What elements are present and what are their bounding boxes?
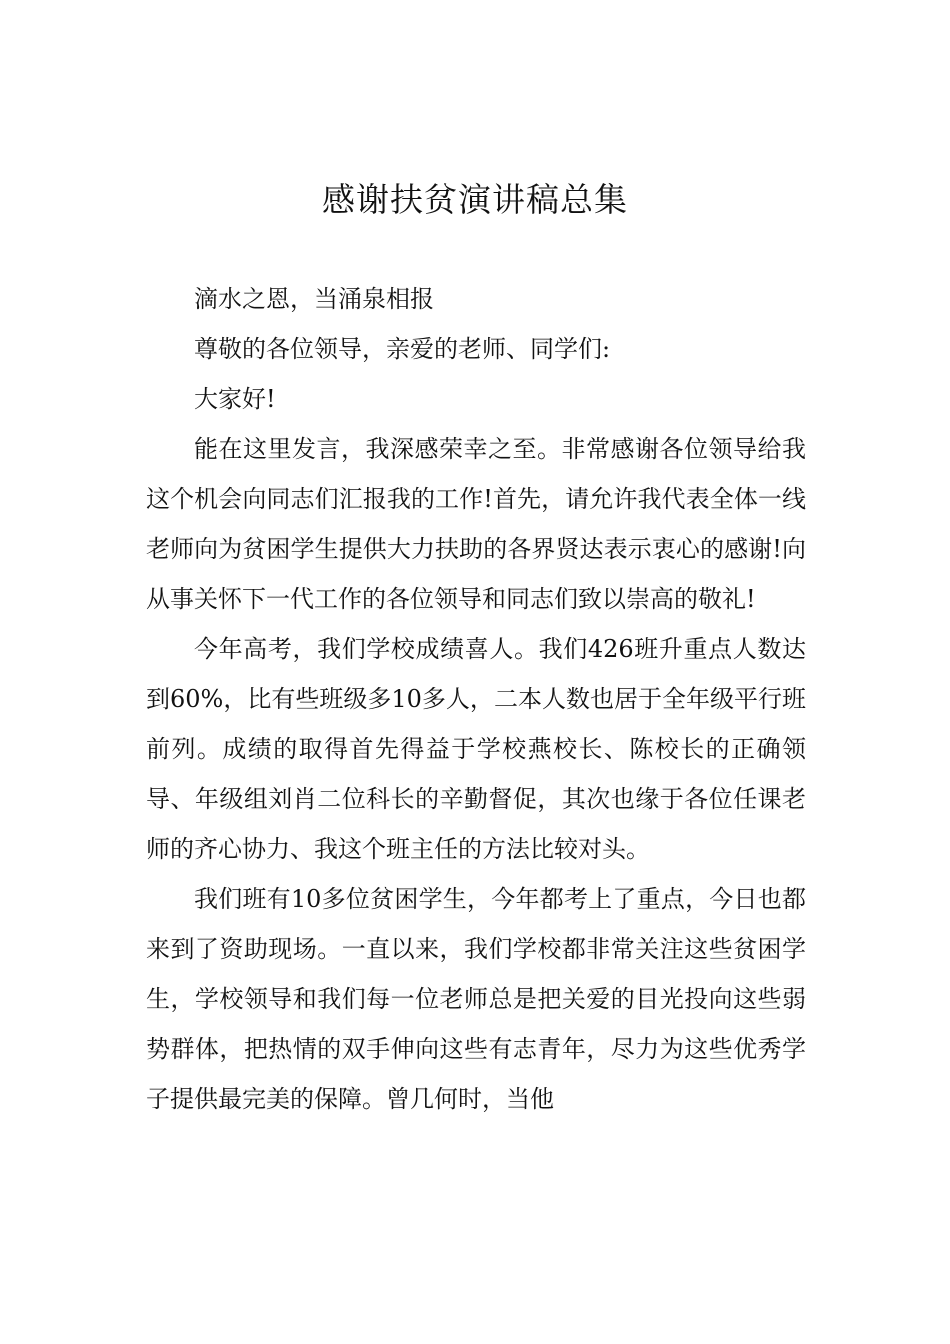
document-title: 感谢扶贫演讲稿总集 — [322, 180, 628, 219]
paragraph-greeting: 大家好! — [194, 385, 276, 413]
document-body — [146, 274, 806, 1124]
paragraph-subtitle: 滴水之恩，当涌泉相报 — [194, 285, 434, 313]
paragraph-thanks: 能在这里发言，我深感荣幸之至。非常感谢各位领导给我这个机会向同志们汇报我的工作!首先，请允许我代表全体一线老师向为贫困学生提供大力扶助的各界贤达表示衷心的感谢!向从事关怀下一代工作的各位领导和同志们致以崇高的敬礼! — [146, 435, 806, 613]
paragraph-exam-results: 今年高考，我们学校成绩喜人。我们426班升重点人数达到60%，比有些班级多10多人，二本人数也居于全年级平行班前列。成绩的取得首先得益于学校燕校长、陈校长的正确领导、年级组刘肖二位科长的辛勤督促，其次也缘于各位任课老师的齐心协力、我这个班主任的方法比较对头。 — [146, 635, 806, 863]
paragraph-poor-students: 我们班有10多位贫困学生，今年都考上了重点，今日也都来到了资助现场。一直以来，我们学校都非常关注这些贫困学生，学校领导和我们每一位老师总是把关爱的目光投向这些弱势群体，把热情的双手伸向这些有志青年，尽力为这些优秀学子提供最完美的保障。曾几何时，当他 — [146, 885, 806, 1113]
paragraph-salutation: 尊敬的各位领导，亲爱的老师、同学们: — [194, 335, 611, 363]
